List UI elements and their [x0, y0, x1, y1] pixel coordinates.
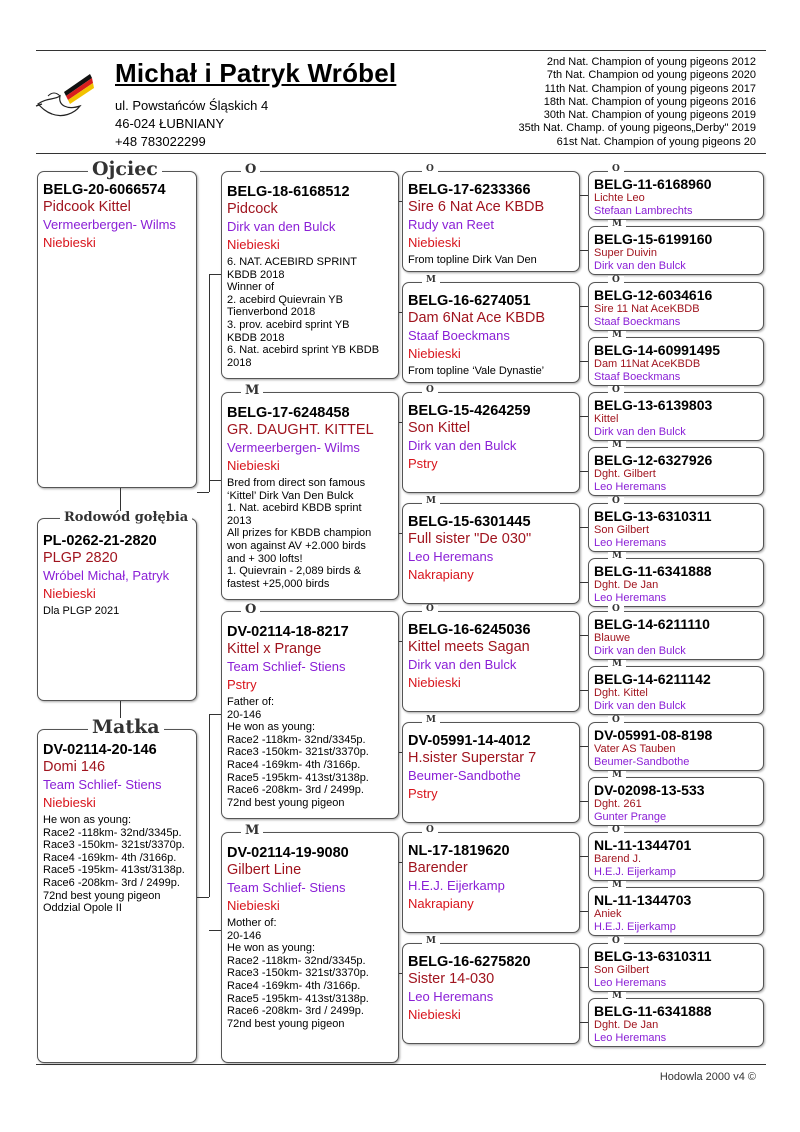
achievement-line: 7th Nat. Champion od young pigeons 2020 — [546, 69, 756, 82]
pigeon-ring: BELG-12-6034616 — [594, 287, 713, 303]
subject-legend: Rodowód gołębia — [60, 511, 192, 524]
gen3-card[interactable] — [402, 722, 580, 823]
pigeon-breeder: H.E.J. Eijerkamp — [594, 921, 676, 933]
pigeon-name: Super Duivin — [594, 247, 657, 259]
pigeon-ring: BELG-16-6274051 — [408, 293, 531, 309]
pigeon-breeder: Team Schlief- Stiens — [227, 659, 346, 674]
pigeon-breeder: Rudy van Reet — [408, 217, 494, 232]
pigeon-name: Sire 6 Nat Ace KBDB — [408, 199, 545, 215]
pigeon-ring: BELG-12-6327926 — [594, 452, 713, 468]
pigeon-breeder: H.E.J. Eijerkamp — [594, 866, 676, 878]
connector-to-gen2-0 — [209, 274, 221, 275]
pigeon-notes: Father of: 20-146 He won as young: Race2 -118km- 32nd/3345p. Race3 -150km- 321st/3370p. Race4 -169km- 4th /3166p. Race5 -195km- 413st/3138p. Race6 -208km- 3rd / 2499p. 72nd best young pigeon — [227, 696, 369, 809]
pigeon-ring: BELG-16-6275820 — [408, 954, 531, 970]
connector-gen3-gen4 — [580, 856, 588, 857]
pigeon-breeder: Dirk van den Bulck — [408, 657, 517, 672]
mother-color: Niebieski — [43, 795, 96, 810]
pigeon-breeder: Staaf Boeckmans — [594, 316, 681, 328]
gen4-card[interactable] — [588, 722, 764, 771]
parent-sex-legend: O — [608, 716, 624, 725]
pigeon-ring: BELG-15-6199160 — [594, 231, 713, 247]
header-bottom-rule — [36, 153, 766, 154]
parent-sex-legend: O — [608, 276, 624, 285]
pigeon-ring: BELG-13-6310311 — [594, 508, 712, 524]
connector-gen3-gen4 — [580, 306, 588, 307]
parent-sex-legend: M — [422, 716, 440, 725]
pigeon-name: Sister 14-030 — [408, 971, 495, 987]
pigeon-name: Dam 6Nat Ace KBDB — [408, 310, 545, 326]
pigeon-breeder: Team Schlief- Stiens — [227, 880, 346, 895]
achievements-list — [519, 56, 757, 149]
subject-card[interactable] — [37, 518, 197, 701]
gen4-card[interactable] — [588, 337, 764, 386]
parent-sex-legend: M — [608, 220, 626, 229]
gen3-card[interactable] — [402, 611, 580, 712]
connector-gen3-gen4 — [580, 195, 588, 196]
gen4-card[interactable] — [588, 777, 764, 826]
pigeon-notes: 6. NAT. ACEBIRD SPRINT KBDB 2018 Winner of 2. acebird Quievrain YB Tienverbond 2018 3. prov. acebird sprint YB KBDB 2018 6. Nat. acebird sprint YB KBDB 2018 — [227, 256, 380, 369]
pigeon-name: Son Kittel — [408, 420, 471, 436]
connector-mother-to-parents — [197, 897, 209, 898]
parent-sex-legend: O — [608, 497, 624, 506]
subject-color: Niebieski — [43, 586, 96, 601]
pigeon-notes: Mother of: 20-146 He won as young: Race2 -118km- 32nd/3345p. Race3 -150km- 321st/3370p. Race4 -169km- 4th /3166p. Race5 -195km- 413st/3138p. Race6 -208km- 3rd / 2499p. 72nd best young pigeon — [227, 917, 369, 1030]
connector-gen3-gen4 — [580, 416, 588, 417]
subject-name: PLGP 2820 — [43, 550, 118, 566]
pigeon-ring: BELG-18-6168512 — [227, 184, 350, 200]
address-street: ul. Powstańców Śląskich 4 — [115, 98, 269, 113]
parent-sex-legend: M — [608, 992, 626, 1001]
connector-gen3-gen4 — [580, 746, 588, 747]
pigeon-ring: BELG-16-6245036 — [408, 622, 531, 638]
pigeon-breeder: Dirk van den Bulck — [408, 438, 517, 453]
pigeon-name: Barender — [408, 860, 468, 876]
parent-sex-legend: O — [241, 163, 260, 176]
pigeon-name: Lichte Leo — [594, 192, 645, 204]
achievement-line: 2nd Nat. Champion of young pigeons 2012 — [546, 56, 756, 68]
mother-name: Domi 146 — [43, 759, 106, 775]
pigeon-breeder: Beumer-Sandbothe — [408, 768, 521, 783]
connector-gen3-gen4 — [580, 911, 588, 912]
pigeon-color: Niebieski — [227, 898, 280, 913]
pigeon-name: GR. DAUGHT. KITTEL — [227, 422, 374, 438]
connector-gen2-gen3 — [399, 312, 402, 313]
mother-breeder: Team Schlief- Stiens — [43, 777, 162, 792]
header-top-rule — [36, 50, 766, 51]
software-credit: Hodowla 2000 v4 © — [659, 1071, 756, 1083]
father-breeder: Vermeerbergen- Wilms — [43, 217, 176, 232]
connector-mother-parents-vertical — [209, 714, 210, 897]
pigeon-ring: BELG-15-4264259 — [408, 403, 531, 419]
pigeon-ring: DV-02098-13-533 — [594, 782, 705, 798]
connector-gen2-gen3 — [399, 533, 402, 534]
pigeon-ring: NL-11-1344701 — [594, 837, 692, 853]
gen3-card[interactable] — [402, 392, 580, 493]
pigeon-ring: BELG-15-6301445 — [408, 514, 531, 530]
parent-sex-legend: O — [241, 603, 260, 616]
pigeon-ring: BELG-14-60991495 — [594, 342, 721, 358]
pigeon-name: Sire 11 Nat AceKBDB — [594, 303, 700, 315]
connector-gen3-gen4 — [580, 582, 588, 583]
pigeon-name: Dght. De Jan — [594, 579, 659, 591]
pigeon-name: Blauwe — [594, 632, 631, 644]
gen2-card[interactable] — [221, 611, 399, 819]
pigeon-breeder: Beumer-Sandbothe — [594, 756, 690, 768]
pigeon-breeder: Leo Heremans — [594, 977, 667, 989]
parent-sex-legend: O — [422, 165, 438, 174]
pigeon-ring: BELG-11-6341888 — [594, 1003, 712, 1019]
connector-gen2-gen3 — [399, 422, 402, 423]
parent-sex-legend: O — [608, 826, 624, 835]
connector-gen3-gen4 — [580, 1022, 588, 1023]
pigeon-color: Niebieski — [227, 237, 280, 252]
pigeon-ring: NL-11-1344703 — [594, 892, 692, 908]
connector-gen3-gen4 — [580, 801, 588, 802]
parent-sex-legend: M — [608, 660, 626, 669]
parent-sex-legend: O — [422, 605, 438, 614]
mother-ring: DV-02114-20-146 — [43, 742, 157, 758]
parent-sex-legend: O — [608, 937, 624, 946]
pigeon-name: Barend J. — [594, 853, 642, 865]
pigeon-ring: BELG-14-6211110 — [594, 616, 710, 632]
pigeon-breeder: Dirk van den Bulck — [594, 260, 686, 272]
pigeon-ring: DV-05991-08-8198 — [594, 727, 713, 743]
parent-sex-legend: O — [608, 605, 624, 614]
father-ring: BELG-20-6066574 — [43, 182, 166, 198]
parent-sex-legend: M — [608, 331, 626, 340]
pigeon-name: Full sister "De 030" — [408, 531, 532, 547]
subject-breeder: Wróbel Michał, Patryk — [43, 568, 170, 583]
connector-to-gen2-3 — [209, 930, 221, 931]
parent-sex-legend: M — [422, 497, 440, 506]
pigeon-breeder: Leo Heremans — [408, 989, 494, 1004]
connector-gen3-gen4 — [580, 527, 588, 528]
gen3-card[interactable] — [402, 943, 580, 1044]
gen4-card[interactable] — [588, 666, 764, 715]
gen4-card[interactable] — [588, 503, 764, 552]
pigeon-color: Niebieski — [227, 458, 280, 473]
father-legend: Ojciec — [88, 160, 162, 179]
pigeon-color: Niebieski — [408, 675, 461, 690]
pigeon-ring: BELG-17-6233366 — [408, 182, 531, 198]
parent-sex-legend: M — [608, 771, 626, 780]
gen4-card[interactable] — [588, 226, 764, 275]
parent-sex-legend: O — [422, 826, 438, 835]
father-name: Pidcook Kittel — [43, 199, 131, 215]
pigeon-breeder: Staaf Boeckmans — [408, 328, 510, 343]
pigeon-name: Son Gilbert — [594, 964, 650, 976]
gen4-card[interactable] — [588, 998, 764, 1047]
pigeon-color: Pstry — [408, 786, 438, 801]
pigeon-ring: BELG-13-6139803 — [594, 397, 713, 413]
parent-sex-legend: M — [422, 276, 440, 285]
connector-gen3-gen4 — [580, 967, 588, 968]
pigeon-name: Dght. Gilbert — [594, 468, 656, 480]
gen4-card[interactable] — [588, 832, 764, 881]
pigeon-name: Son Gilbert — [594, 524, 650, 536]
connector-gen3-gen4 — [580, 635, 588, 636]
mother-legend: Matka — [88, 718, 164, 737]
address-city: 46-024 ŁUBNIANY — [115, 116, 225, 131]
pigeon-name: Dght. 261 — [594, 798, 642, 810]
gen4-card[interactable] — [588, 887, 764, 936]
gen4-card[interactable] — [588, 392, 764, 441]
connector-gen2-gen3 — [399, 752, 402, 753]
connector-gen3-gen4 — [580, 250, 588, 251]
gen2-card[interactable] — [221, 392, 399, 600]
connector-to-gen2-1 — [209, 480, 221, 481]
gen4-card[interactable] — [588, 611, 764, 660]
pigeon-color: Nakrapiany — [408, 896, 474, 911]
pigeon-breeder: Leo Heremans — [594, 592, 667, 604]
pigeon-breeder: Dirk van den Bulck — [594, 426, 686, 438]
pigeon-breeder: H.E.J. Eijerkamp — [408, 878, 505, 893]
parent-sex-legend: M — [422, 937, 440, 946]
connector-father-to-parents — [197, 492, 209, 493]
footer-rule — [36, 1064, 766, 1065]
mother-notes: He won as young: Race2 -118km- 32nd/3345p. Race3 -150km- 321st/3370p. Race4 -169km- 4th /3166p. Race5 -195km- 413st/3138p. Race6 -208km- 3rd / 2499p. 72nd best young pigeon Oddzial Opole II — [43, 814, 185, 915]
connector-gen3-gen4 — [580, 471, 588, 472]
pigeon-ring: BELG-17-6248458 — [227, 405, 350, 421]
pigeon-color: Pstry — [227, 677, 257, 692]
pigeon-breeder: Stefaan Lambrechts — [594, 205, 693, 217]
pigeon-breeder: Leo Heremans — [594, 1032, 667, 1044]
pigeon-name: Pidcock — [227, 201, 278, 217]
gen4-card[interactable] — [588, 943, 764, 992]
pigeon-breeder: Vermeerbergen- Wilms — [227, 440, 360, 455]
achievement-line: 18th Nat. Champion of young pigeons 2016 — [543, 95, 756, 108]
achievement-line: 30th Nat. Champion of young pigeons 2019 — [543, 109, 756, 122]
gen2-card[interactable] — [221, 832, 399, 1063]
gen2-card[interactable] — [221, 171, 399, 379]
pigeon-breeder: Staaf Boeckmans — [594, 371, 681, 383]
subject-ring: PL-0262-21-2820 — [43, 533, 157, 549]
connector-gen3-gen4 — [580, 690, 588, 691]
parent-sex-legend: M — [608, 881, 626, 890]
pigeon-ring: DV-05991-14-4012 — [408, 733, 531, 749]
mother-card[interactable] — [37, 729, 197, 1063]
pigeon-ring: BELG-11-6341888 — [594, 563, 712, 579]
owner-address — [115, 97, 268, 151]
phone-number: +48 783022299 — [115, 134, 206, 149]
subject-notes: Dla PLGP 2021 — [43, 605, 120, 617]
connector-to-gen2-2 — [209, 714, 221, 715]
pigeon-name: Dght. De Jan — [594, 1019, 659, 1031]
connector-gen3-gen4 — [580, 361, 588, 362]
pigeon-name: Dam 11Nat AceKBDB — [594, 358, 701, 370]
pigeon-name: H.sister Superstar 7 — [408, 750, 537, 766]
achievement-line: 35th Nat. Champ. of young pigeons„Derby" 2019 — [518, 122, 756, 135]
connector-father-parents-vertical — [209, 274, 210, 492]
pigeon-breeder: Leo Heremans — [408, 549, 494, 564]
gen3-card[interactable] — [402, 503, 580, 604]
pigeon-breeder: Leo Heremans — [594, 481, 667, 493]
parent-sex-legend: M — [241, 824, 263, 837]
pigeon-breeder: Leo Heremans — [594, 537, 667, 549]
achievement-line: 11th Nat. Champion of young pigeons 2017 — [544, 82, 756, 95]
dove-flag-logo — [34, 70, 106, 120]
parent-sex-legend: M — [608, 552, 626, 561]
parent-sex-legend: M — [608, 441, 626, 450]
pigeon-breeder: Gunter Prange — [594, 811, 667, 823]
pigeon-color: Pstry — [408, 456, 438, 471]
parent-sex-legend: O — [422, 386, 438, 395]
pigeon-name: Aniek — [594, 908, 622, 920]
pigeon-name: Vater AS Tauben — [594, 743, 676, 755]
pigeon-name: Dght. Kittel — [594, 687, 648, 699]
pigeon-breeder: Dirk van den Bulck — [227, 219, 336, 234]
pigeon-color: Niebieski — [408, 1007, 461, 1022]
connector-gen2-gen3 — [399, 201, 402, 202]
connector-gen2-gen3 — [399, 973, 402, 974]
pigeon-name: Kittel x Prange — [227, 641, 322, 657]
gen4-card[interactable] — [588, 558, 764, 607]
achievement-line: 61st Nat. Champion of young pigeons 20 — [556, 135, 756, 148]
gen3-card[interactable] — [402, 171, 580, 272]
pigeon-color: Niebieski — [408, 346, 461, 361]
pigeon-color: Niebieski — [408, 235, 461, 250]
pigeon-notes: Bred from direct son famous ‘Kittel’ Dirk Van Den Bulck 1. Nat. acebird KBDB sprint 2013 All prizes for KBDB champion won against AV +2.000 birds and + 300 lofts! 1. Quievrain - 2,089 birds & fastest +25,000 birds — [227, 477, 372, 590]
gen3-card[interactable] — [402, 832, 580, 933]
pigeon-ring: DV-02114-19-9080 — [227, 845, 349, 861]
gen3-card[interactable] — [402, 282, 580, 383]
gen4-card[interactable] — [588, 447, 764, 496]
pigeon-ring: BELG-14-6211142 — [594, 671, 711, 687]
pigeon-color: Nakrapiany — [408, 567, 474, 582]
pigeon-ring: BELG-13-6310311 — [594, 948, 712, 964]
father-card[interactable] — [37, 171, 197, 488]
pigeon-name: Kittel — [594, 413, 619, 425]
pigeon-ring: DV-02114-18-8217 — [227, 624, 349, 640]
connector-gen2-gen3 — [399, 641, 402, 642]
pigeon-breeder: Dirk van den Bulck — [594, 645, 686, 657]
gen4-card[interactable] — [588, 282, 764, 331]
father-color: Niebieski — [43, 235, 96, 250]
pigeon-ring: NL-17-1819620 — [408, 843, 510, 859]
gen4-card[interactable] — [588, 171, 764, 220]
pigeon-name: Kittel meets Sagan — [408, 639, 530, 655]
parent-sex-legend: O — [608, 165, 624, 174]
pigeon-notes: From topline ‘Vale Dynastie’ — [408, 365, 545, 377]
connector-gen2-gen3 — [399, 862, 402, 863]
parent-sex-legend: M — [241, 384, 263, 397]
parent-sex-legend: O — [608, 386, 624, 395]
owner-name: Michał i Patryk Wróbel — [115, 58, 397, 88]
pigeon-breeder: Dirk van den Bulck — [594, 700, 686, 712]
pigeon-name: Gilbert Line — [227, 862, 302, 878]
pigeon-ring: BELG-11-6168960 — [594, 176, 712, 192]
pigeon-notes: From topline Dirk Van Den — [408, 254, 537, 266]
